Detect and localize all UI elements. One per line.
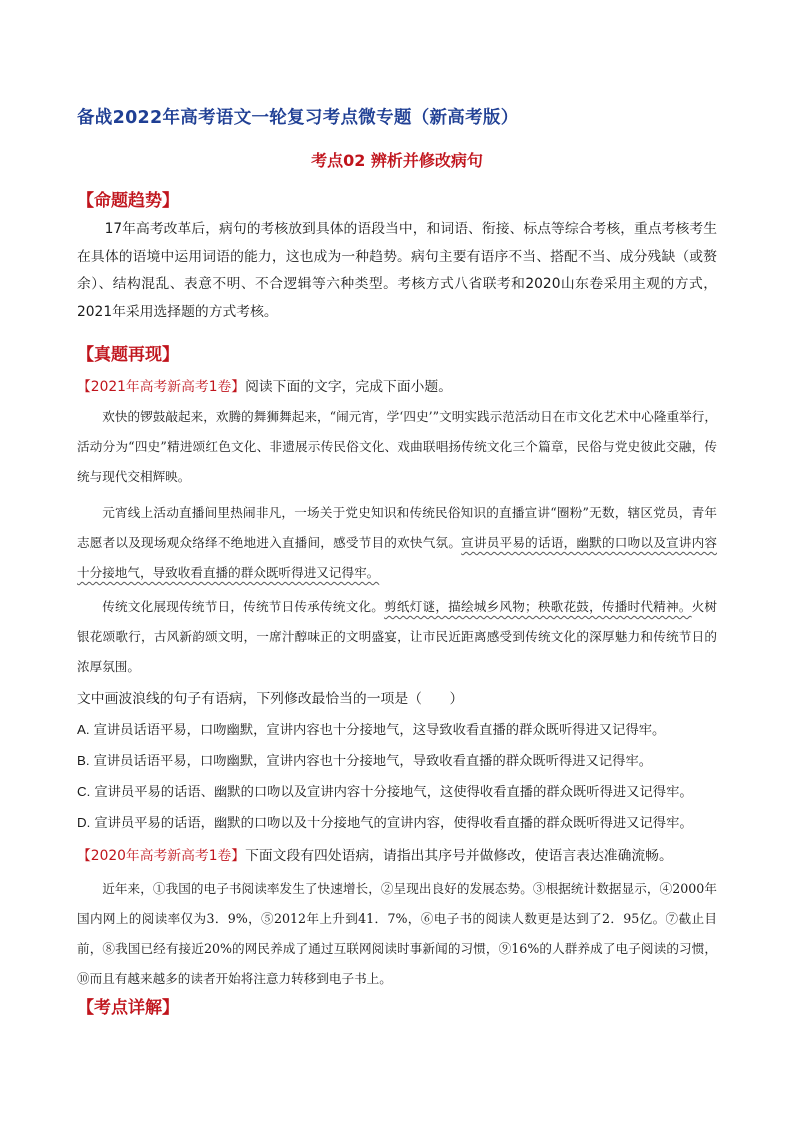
p2-wavy-sentence: 宣讲员平易的话语，幽默的口吻以及宣讲内容十分接地气，导致收看直播的群众既听得进又记得牢。 — [77, 535, 718, 580]
section-heading-detail: 【考点详解】 — [77, 998, 179, 1018]
document-title: 备战2022年高考语文一轮复习考点微专题（新高考版） — [77, 108, 519, 128]
p2-plain-text: 元宵线上活动直播间里热闹非凡，一场关于党史知识和传统民俗知识的直播宣讲“圈粉”无数，辖区党员，青年志愿者以及现场观众络绎不绝地进入直播间，感受节目的欢快气氛。 — [77, 505, 717, 550]
p3-plain-text-a: 传统文化展现传统节日，传统节日传承传统文化。 — [102, 599, 385, 614]
p3-plain-text-b: 火树银花颂歌行，古风新韵颂文明，一席汁醇味正的文明盛宴，让市民近距离感受到传统文化的深厚魅力和传统节日的浓厚氛围。 — [77, 599, 718, 674]
question2-source-tag: 【2020年高考新高考1卷】 — [77, 848, 246, 864]
option-c-text: 宣讲员平易的话语、幽默的口吻以及宣讲内容十分接地气，这使得收看直播的群众既听得进又记得牢。 — [94, 785, 693, 800]
option-b[interactable] — [77, 747, 727, 775]
question2-intro — [77, 843, 717, 869]
p3-underlined-sentence: 剪纸灯谜，描绘城乡风物；秧歌花鼓，传播时代精神。 — [384, 599, 692, 614]
option-c[interactable] — [77, 778, 727, 806]
option-b-letter: B. — [77, 753, 90, 768]
option-b-text: 宣讲员话语平易，口吻幽默，宣讲内容也十分接地气，导致收看直播的群众既听得进又记得牢。 — [93, 754, 653, 769]
option-c-letter: C. — [77, 784, 91, 799]
question1-passage-p3 — [77, 592, 717, 682]
option-d[interactable] — [77, 809, 727, 837]
question1-intro — [77, 374, 717, 400]
trend-paragraph: 17年高考改革后，病句的考核放到具体的语段当中，和词语、衔接、标点等综合考核，重点考核考生在具体的语境中运用词语的能力，这也成为一种趋势。病句主要有语序不当、搭配不当、成分残缺（或赘余）、结构混乱、表意不明、不合逻辑等六种类型。考核方式八省联考和2020山东卷采用主观的方式，2021年采用选择题的方式考核。 — [77, 221, 717, 320]
question1-instruction: 阅读下面的文字，完成下面小题。 — [245, 379, 453, 395]
section-heading-real-exam: 【真题再现】 — [77, 345, 179, 365]
question2-instruction: 下面文段有四处语病，请指出其序号并做修改，使语言表达准确流畅。 — [245, 848, 673, 864]
option-a-letter: A. — [77, 722, 90, 737]
question1-passage-p1: 欢快的锣鼓敲起来，欢腾的舞狮舞起来，“闹元宵，学‘四史’”文明实践示范活动日在市文化艺术中心隆重举行，活动分为“四史”精进颂红色文化、非遗展示传民俗文化、戏曲联唱扬传统文化三个篇章，民俗与党史彼此交融，传统与现代交相辉映。 — [77, 409, 717, 484]
question2-passage: 近年来，①我国的电子书阅读率发生了快速增长，②呈现出良好的发展态势。③根据统计数据显示，④2000年国内网上的阅读率仅为3．9%，⑤2012年上升到41．7%，⑥电子书的阅读人数更是达到了2．95亿。⑦截止目前，⑧我国已经有接近20%的网民养成了通过互联网阅读时事新闻的习惯，⑨16%的人群养成了电子阅读的习惯，⑩而且有越来越多的读者开始将注意力转移到电子书上。 — [77, 881, 717, 986]
question1-passage-p2 — [77, 498, 717, 588]
option-a-text: 宣讲员话语平易，口吻幽默，宣讲内容也十分接地气，这导致收看直播的群众既听得进又记得牢。 — [93, 723, 666, 738]
option-a[interactable] — [77, 716, 727, 744]
section-heading-trend: 【命题趋势】 — [77, 191, 179, 211]
option-d-letter: D. — [77, 815, 91, 830]
document-subtitle: 考点02 辨析并修改病句 — [311, 151, 483, 170]
option-d-text: 宣讲员平易的话语，幽默的口吻以及十分接地气的宣讲内容，使得收看直播的群众既听得进又记得牢。 — [94, 816, 693, 831]
question1-source-tag: 【2021年高考新高考1卷】 — [77, 379, 246, 395]
question1-stem: 文中画波浪线的句子有语病，下列修改最恰当的一项是（ ） — [77, 691, 464, 707]
